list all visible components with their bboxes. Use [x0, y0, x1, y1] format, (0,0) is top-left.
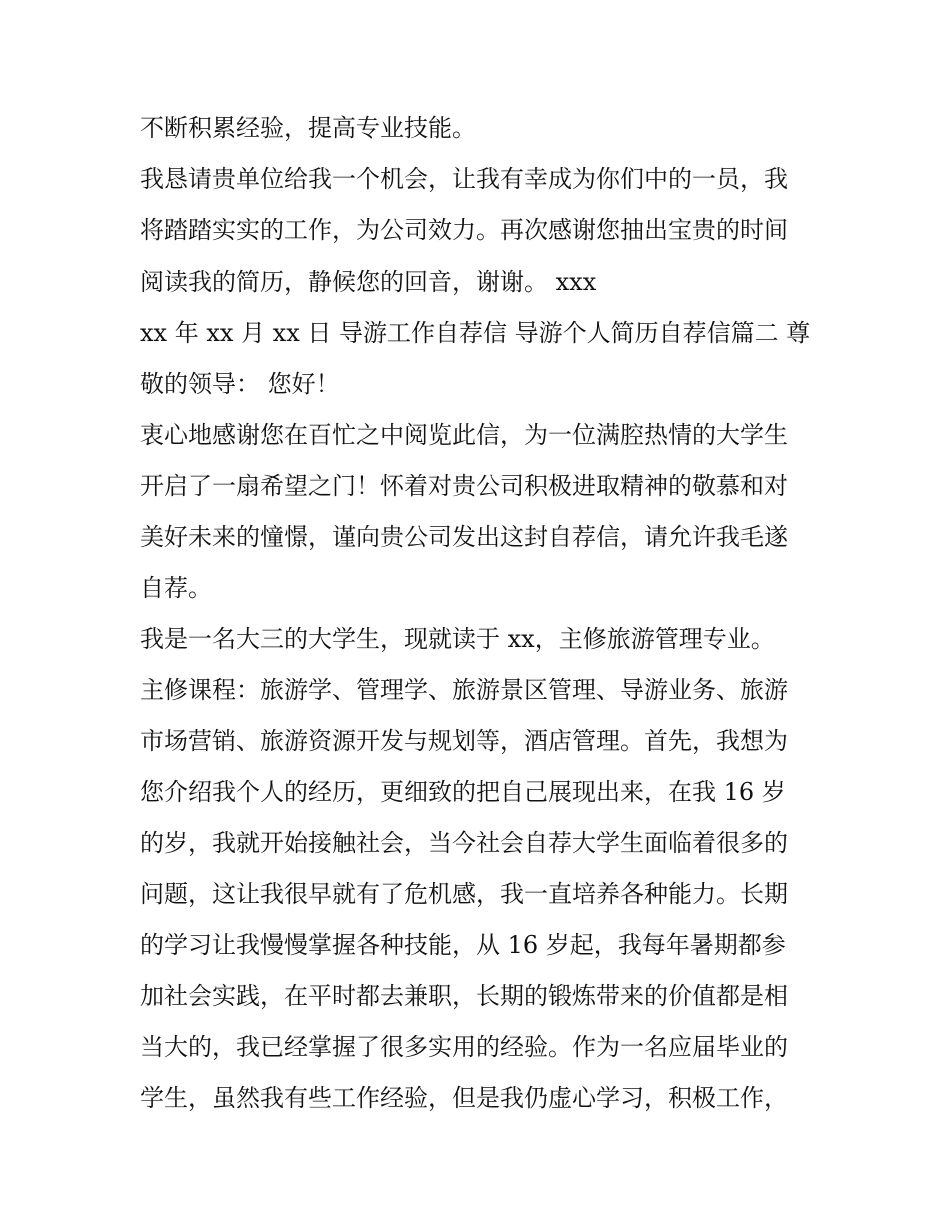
text-line: 主修课程：旅游学、管理学、旅游景区管理、导游业务、旅游	[140, 676, 788, 704]
text-line: 阅读我的简历，静候您的回音，谢谢。 xxx	[140, 268, 597, 296]
text-line: 的学习让我慢慢掌握各种技能，从 16 岁起，我每年暑期都参	[140, 931, 786, 959]
text-line: 敬的领导： 您好！	[140, 370, 340, 398]
text-line: 加社会实践，在平时都去兼职，长期的锻炼带来的价值都是相	[140, 982, 788, 1010]
text-line: 您介绍我个人的经历，更细致的把自己展现出来，在我 16 岁	[140, 778, 786, 806]
text-line: 问题，这让我很早就有了危机感，我一直培养各种能力。长期	[140, 880, 788, 908]
text-line: 开启了一扇希望之门！怀着对贵公司积极进取精神的敬慕和对	[140, 472, 788, 500]
text-line: 我是一名大三的大学生，现就读于 xx，主修旅游管理专业。	[140, 625, 775, 653]
text-line: 美好未来的憧憬，谨向贵公司发出这封自荐信，请允许我毛遂	[140, 523, 788, 551]
text-line: xx 年 xx 月 xx 日 导游工作自荐信 导游个人简历自荐信篇二 尊	[140, 319, 811, 347]
text-line: 学生，虽然我有些工作经验，但是我仍虚心学习，积极工作，	[140, 1084, 788, 1112]
text-line: 将踏踏实实的工作，为公司效力。再次感谢您抽出宝贵的时间	[140, 216, 788, 244]
text-line: 当大的，我已经掌握了很多实用的经验。作为一名应届毕业的	[140, 1033, 788, 1061]
text-line: 衷心地感谢您在百忙之中阅览此信，为一位满腔热情的大学生	[140, 421, 788, 449]
text-line: 不断积累经验，提高专业技能。	[140, 114, 476, 142]
text-line: 的岁，我就开始接触社会，当今社会自荐大学生面临着很多的	[140, 829, 788, 857]
text-line: 市场营销、旅游资源开发与规划等，酒店管理。首先，我想为	[140, 727, 788, 755]
text-line: 自荐。	[140, 574, 212, 602]
text-line: 我恳请贵单位给我一个机会，让我有幸成为你们中的一员，我	[140, 165, 788, 193]
